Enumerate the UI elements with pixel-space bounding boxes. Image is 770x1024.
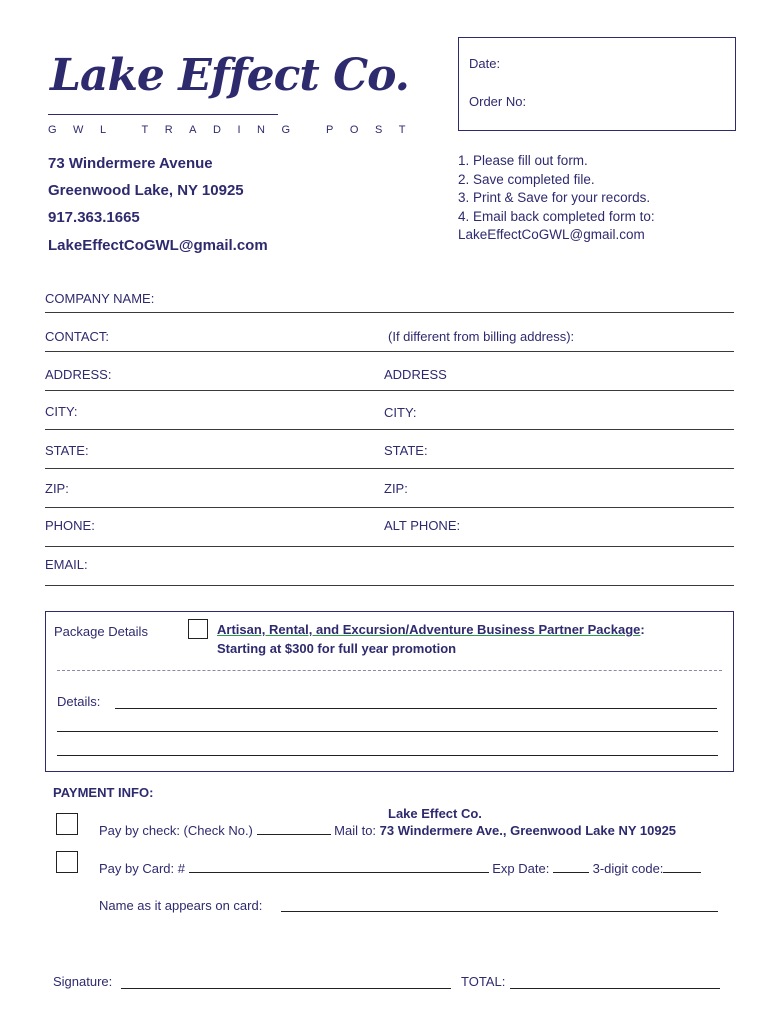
signature-label: Signature:: [53, 974, 113, 989]
instructions-list: [458, 152, 655, 245]
pay-by-check-checkbox[interactable]: [56, 813, 78, 835]
details-line[interactable]: [115, 708, 717, 709]
shipping-note: (If different from billing address):: [388, 329, 575, 344]
card-label: Pay by Card: #: [99, 861, 185, 876]
company-name-field[interactable]: [45, 312, 734, 313]
date-field[interactable]: Date:: [469, 56, 501, 71]
contact-field[interactable]: [45, 351, 734, 352]
check-label: Pay by check: (Check No.): [99, 823, 253, 838]
city-line: Greenwood Lake, NY 10925: [48, 182, 244, 199]
state-field[interactable]: [45, 468, 734, 469]
billing-zip-label: ZIP:: [45, 481, 69, 496]
card-name-field[interactable]: [281, 911, 718, 912]
mail-company: Lake Effect Co.: [388, 806, 482, 821]
order-number-field[interactable]: Order No:: [469, 94, 527, 109]
total-field[interactable]: [510, 988, 720, 989]
shipping-address-label: ADDRESS: [384, 367, 447, 382]
details-label: Details:: [57, 694, 101, 709]
code-label: 3-digit code:: [592, 861, 664, 876]
instruction-item: 3. Print & Save for your records.: [458, 190, 651, 205]
pay-by-card-checkbox[interactable]: [56, 851, 78, 873]
logo-divider: [48, 114, 278, 115]
card-row: [99, 860, 701, 876]
shipping-zip-label: ZIP:: [384, 481, 408, 496]
package-title: [217, 622, 645, 637]
package-details-label: Package Details: [54, 624, 148, 639]
email-field[interactable]: [45, 585, 734, 586]
zip-field[interactable]: [45, 507, 734, 508]
phone-label: PHONE:: [45, 518, 95, 533]
company-logo: Lake Effect Co.: [50, 50, 409, 101]
card-name-label: Name as it appears on card:: [99, 898, 263, 913]
shipping-state-label: STATE:: [384, 443, 428, 458]
company-name-label: COMPANY NAME:: [45, 291, 155, 306]
street-address: 73 Windermere Avenue: [48, 155, 213, 172]
instruction-item: 1. Please fill out form.: [458, 153, 588, 168]
package-checkbox[interactable]: [188, 619, 208, 639]
billing-city-label: CITY:: [45, 404, 78, 419]
package-subtitle: Starting at $300 for full year promotion: [217, 641, 457, 656]
billing-state-label: STATE:: [45, 443, 89, 458]
city-field[interactable]: [45, 429, 734, 430]
address-field[interactable]: [45, 390, 734, 391]
phone-number: 917.363.1665: [48, 209, 140, 226]
alt-phone-label: ALT PHONE:: [384, 518, 461, 533]
payment-info-title: PAYMENT INFO:: [53, 785, 154, 800]
instruction-item: 4. Email back completed form to:: [458, 208, 655, 224]
instruction-item: 2. Save completed file.: [458, 171, 595, 187]
exp-date-field[interactable]: [553, 860, 589, 873]
details-line[interactable]: [57, 731, 718, 732]
check-number-field[interactable]: [257, 822, 331, 835]
tagline: GWL TRADING POST: [48, 124, 423, 136]
date-order-box: [458, 37, 736, 131]
email-label: EMAIL:: [45, 557, 88, 572]
check-row: [99, 822, 676, 838]
mail-to-address: 73 Windermere Ave., Greenwood Lake NY 10925: [379, 823, 677, 838]
package-title-colon: :: [640, 622, 645, 637]
exp-date-label: Exp Date:: [492, 861, 550, 876]
mail-to-label: Mail to:: [334, 823, 377, 838]
contact-label: CONTACT:: [45, 329, 110, 344]
billing-address-label: ADDRESS:: [45, 367, 112, 382]
signature-field[interactable]: [121, 988, 451, 989]
dashed-divider: [57, 670, 722, 671]
instruction-item: LakeEffectCoGWL@gmail.com: [458, 227, 645, 242]
details-line[interactable]: [57, 755, 718, 756]
email-address: LakeEffectCoGWL@gmail.com: [48, 237, 268, 254]
code-field[interactable]: [663, 860, 701, 873]
phone-field[interactable]: [45, 546, 734, 547]
total-label: TOTAL:: [461, 974, 506, 989]
card-number-field[interactable]: [189, 860, 489, 873]
package-title-text: Artisan, Rental, and Excursion/Adventure Business Partner Package: [217, 622, 641, 637]
shipping-city-label: CITY:: [384, 405, 417, 420]
